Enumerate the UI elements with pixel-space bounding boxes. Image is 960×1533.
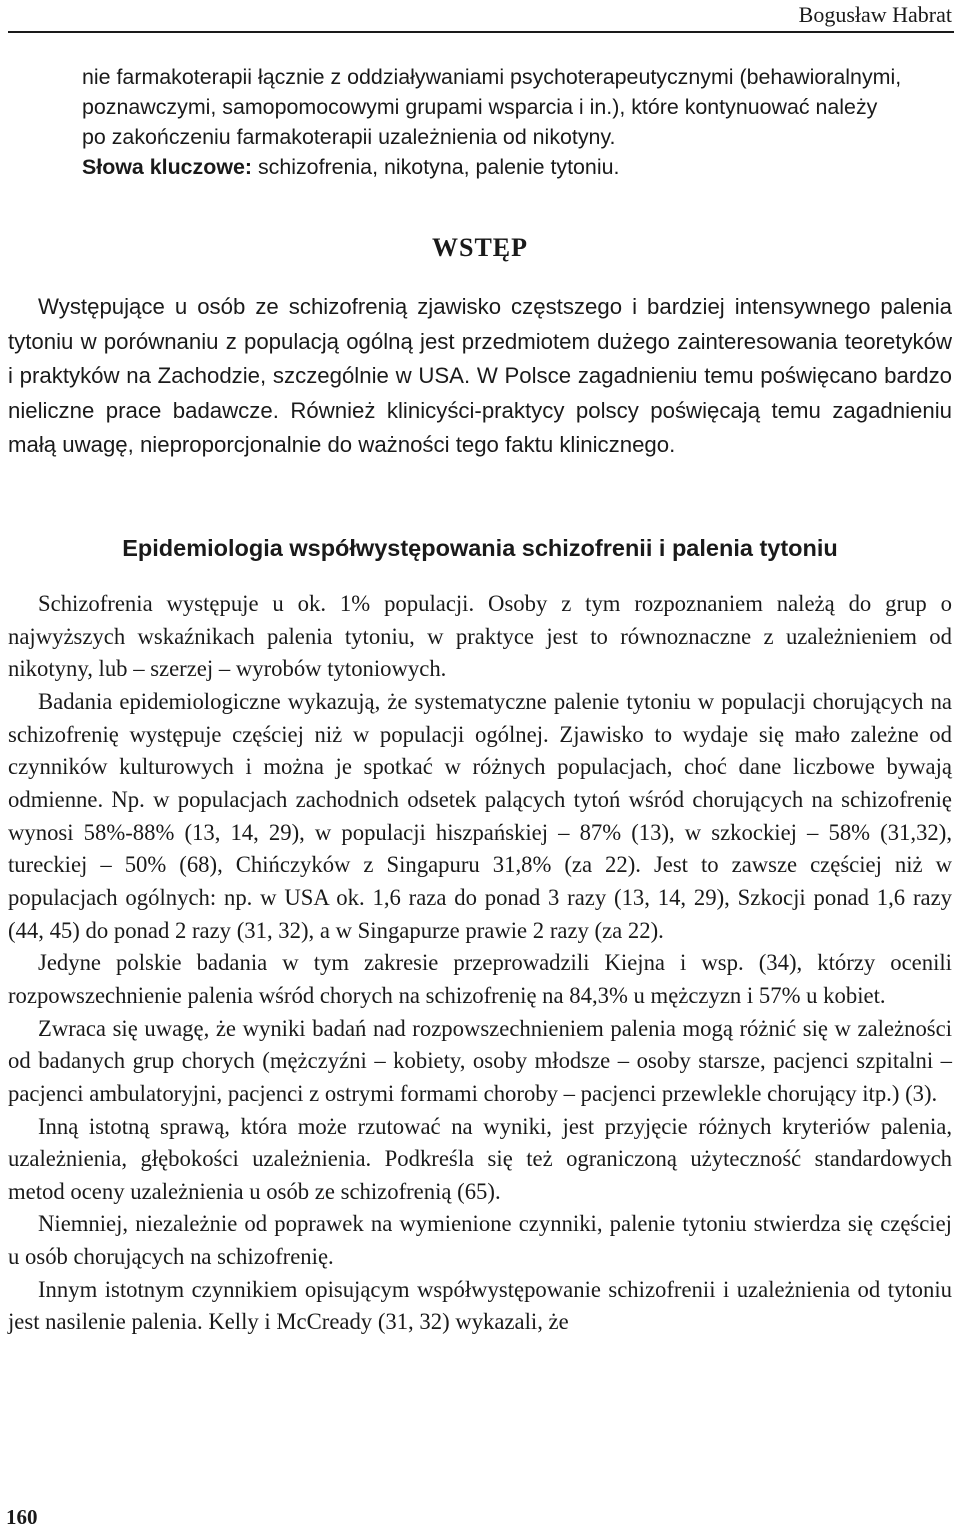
- keywords-line: [82, 152, 902, 182]
- abstract-text: nie farmakoterapii łącznie z oddziaływaniami psychoterapeutycznymi (behawioralnymi, poznawczymi, samopomocowymi grupami wsparcia i in.), które kontynuować należy po zakończeniu farmakoterapii uzależnienia od nikotyny.: [82, 65, 902, 149]
- body-paragraph: Niemniej, niezależnie od poprawek na wymienione czynniki, palenie tytoniu stwierdza się częściej u osób chorujących na schizofrenię.: [8, 1211, 952, 1270]
- body-paragraph: Badania epidemiologiczne wykazują, że systematyczne palenie tytoniu w populacji chorujących na schizofrenię występuje częściej niż w populacji ogólnej. Zjawisko to wydaje się mało zależne od czynników kulturowych i można je spotkać w różnych populacjach, choć dane liczbowe bywają odmienne. Np. w populacjach zachodnich odsetek palących tytoń wśród chorujących na schizofrenię wynosi 58%-88% (13, 14, 29), w populacji hiszpańskiej – 87% (13), w szkockiej – 58% (31,32), tureckiej – 50% (68), Chińczyków z Singapuru 31,8% (za 22). Jest to zawsze częściej niż w populacjach ogólnych: np. w USA ok. 1,6 raza do ponad 3 razy (13, 14, 29), Szkocji ponad 1,6 razy (44, 45) do ponad 2 razy (31, 32), a w Singapurze prawie 2 razy (za 22).: [8, 688, 952, 943]
- running-header: [0, 0, 960, 34]
- header-rule: [8, 31, 954, 33]
- keywords-label: Słowa kluczowe:: [82, 155, 252, 179]
- body-paragraph: Inną istotną sprawą, która może rzutować na wyniki, jest przyjęcie różnych kryteriów palenia, uzależnienia, głębokości uzależnienia. Podkreśla się też ograniczoną użyteczność standardowych metod oceny uzależnienia u osób ze schizofrenią (65).: [8, 1113, 952, 1204]
- keywords-value: schizofrenia, nikotyna, palenie tytoniu.: [257, 155, 620, 179]
- body-paragraph: Schizofrenia występuje u ok. 1% populacji. Osoby z tym rozpoznaniem należą do grup o najwyższych wskaźnikach palenia tytoniu, w praktyce jest to równoznaczne z uzależnieniem od nikotyny, lub – szerzej – wyrobów tytoniowych.: [8, 591, 952, 682]
- page-number: 160: [6, 1505, 38, 1529]
- intro-paragraph: Występujące u osób ze schizofrenią zjawisko częstszego i bardziej intensywnego palenia tytoniu w porównaniu z populacją ogólną jest przedmiotem dużego zainteresowania teoretyków i praktyków na Zachodzie, szczególnie w USA. W Polsce zagadnieniu temu poświęcano bardzo nieliczne prace badawcze. Również klinicyści-praktycy polscy poświęcają temu zagadnieniu małą uwagę, nieproporcjonalnie do ważności tego faktu klinicznego.: [8, 294, 952, 458]
- body-paragraph: Innym istotnym czynnikiem opisującym współwystępowanie schizofrenii i uzależnienia od tytoniu jest nasilenie palenia. Kelly i McCready (31, 32) wykazali, że: [8, 1276, 952, 1335]
- section-title: WSTĘP: [431, 233, 529, 262]
- subsection-title: Epidemiologia współwystępowania schizofrenii i palenia tytoniu: [122, 535, 838, 561]
- running-header-author: Bogusław Habrat: [798, 2, 952, 27]
- body-text: [8, 588, 952, 1339]
- body-paragraph: Zwraca się uwagę, że wyniki badań nad rozpowszechnieniem palenia mogą różnić się w zależności od badanych grup chorych (mężczyźni – kobiety, osoby młodsze – osoby starsze, pacjenci szpitalni – pacjenci ambulatoryjni, pacjenci z ostrymi formami choroby – pacjenci przewlekle chorujący itp.) (3).: [8, 1015, 952, 1106]
- body-paragraph: Jedyne polskie badania w tym zakresie przeprowadzili Kiejna i wsp. (34), którzy ocenili rozpowszechnienie palenia wśród chorych na schizofrenię na 84,3% u mężczyzn i 57% u kobiet.: [8, 950, 952, 1008]
- abstract-block: [82, 62, 902, 182]
- intro-block: [8, 290, 952, 463]
